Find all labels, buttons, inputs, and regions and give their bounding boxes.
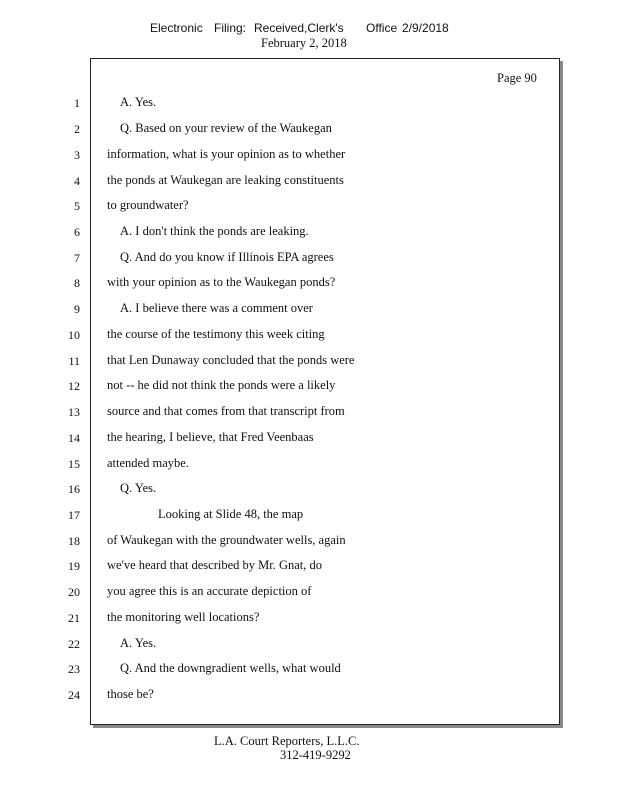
line-number: 21 (68, 611, 80, 625)
transcript-line: Q. Yes. (120, 481, 157, 495)
transcript-line: information, what is your opinion as to whether (107, 147, 346, 161)
transcript-line: A. Yes. (120, 636, 157, 650)
line-number: 2 (74, 122, 80, 136)
transcript-line: source and that comes from that transcript from (107, 404, 345, 418)
transcript-line: Q. And the downgradient wells, what would (120, 661, 341, 675)
court-reporter-phone: 312-419-9292 (280, 748, 351, 762)
transcript-line: A. I don't think the ponds are leaking. (120, 224, 309, 238)
line-number: 4 (74, 174, 80, 188)
transcript-line: the course of the testimony this week citing (107, 327, 325, 341)
line-number: 10 (68, 328, 80, 342)
stamp-word: 2/9/2018 (402, 21, 449, 35)
line-number: 17 (68, 508, 80, 522)
transcript-line: attended maybe. (107, 456, 189, 470)
transcript-line: that Len Dunaway concluded that the ponds were (107, 353, 355, 367)
line-number: 6 (74, 225, 80, 239)
line-number: 11 (68, 354, 80, 368)
line-number: 7 (74, 251, 80, 265)
stamp-word: Electronic (150, 21, 203, 35)
transcript-line: Q. Based on your review of the Waukegan (120, 121, 332, 135)
page-number: Page 90 (497, 71, 537, 85)
electronic-filing-stamp (150, 21, 449, 35)
transcript-line: not -- he did not think the ponds were a likely (107, 378, 336, 392)
line-number: 19 (68, 559, 80, 573)
stamp-word: Received,Clerk's (254, 21, 344, 35)
line-number: 3 (74, 148, 80, 162)
line-number: 9 (74, 302, 80, 316)
transcript-line: the monitoring well locations? (107, 610, 260, 624)
line-number: 24 (68, 688, 80, 702)
transcript-line: we've heard that described by Mr. Gnat, do (107, 558, 323, 572)
transcript-line: those be? (107, 687, 154, 701)
transcript-line: of Waukegan with the groundwater wells, again (107, 533, 346, 547)
transcript-line: you agree this is an accurate depiction of (107, 584, 312, 598)
line-number: 1 (74, 96, 80, 110)
line-number: 5 (74, 199, 80, 213)
stamp-word: Office (366, 21, 398, 35)
transcript-line: Looking at Slide 48, the map (158, 507, 304, 521)
line-number: 8 (74, 276, 80, 290)
stamp-word: Filing: (214, 21, 247, 35)
line-number: 12 (68, 379, 80, 393)
line-number: 22 (68, 637, 80, 651)
line-number: 20 (68, 585, 80, 599)
line-number: 18 (68, 534, 80, 548)
transcript-line: to groundwater? (107, 198, 189, 212)
transcript-line: the hearing, I believe, that Fred Veenbaas (107, 430, 314, 444)
transcript-line: with your opinion as to the Waukegan ponds? (107, 275, 336, 289)
filed-date: February 2, 2018 (261, 36, 347, 50)
line-number: 16 (68, 482, 80, 496)
transcript-line: Q. And do you know if Illinois EPA agrees (120, 250, 334, 264)
line-number: 15 (68, 457, 80, 471)
court-reporter-name: L.A. Court Reporters, L.L.C. (214, 734, 360, 748)
line-number: 14 (68, 431, 80, 445)
line-number: 13 (68, 405, 80, 419)
transcript-line: A. I believe there was a comment over (120, 301, 313, 315)
transcript-line: the ponds at Waukegan are leaking constituents (107, 173, 344, 187)
transcript-line: A. Yes. (120, 95, 157, 109)
line-number: 23 (68, 662, 80, 676)
